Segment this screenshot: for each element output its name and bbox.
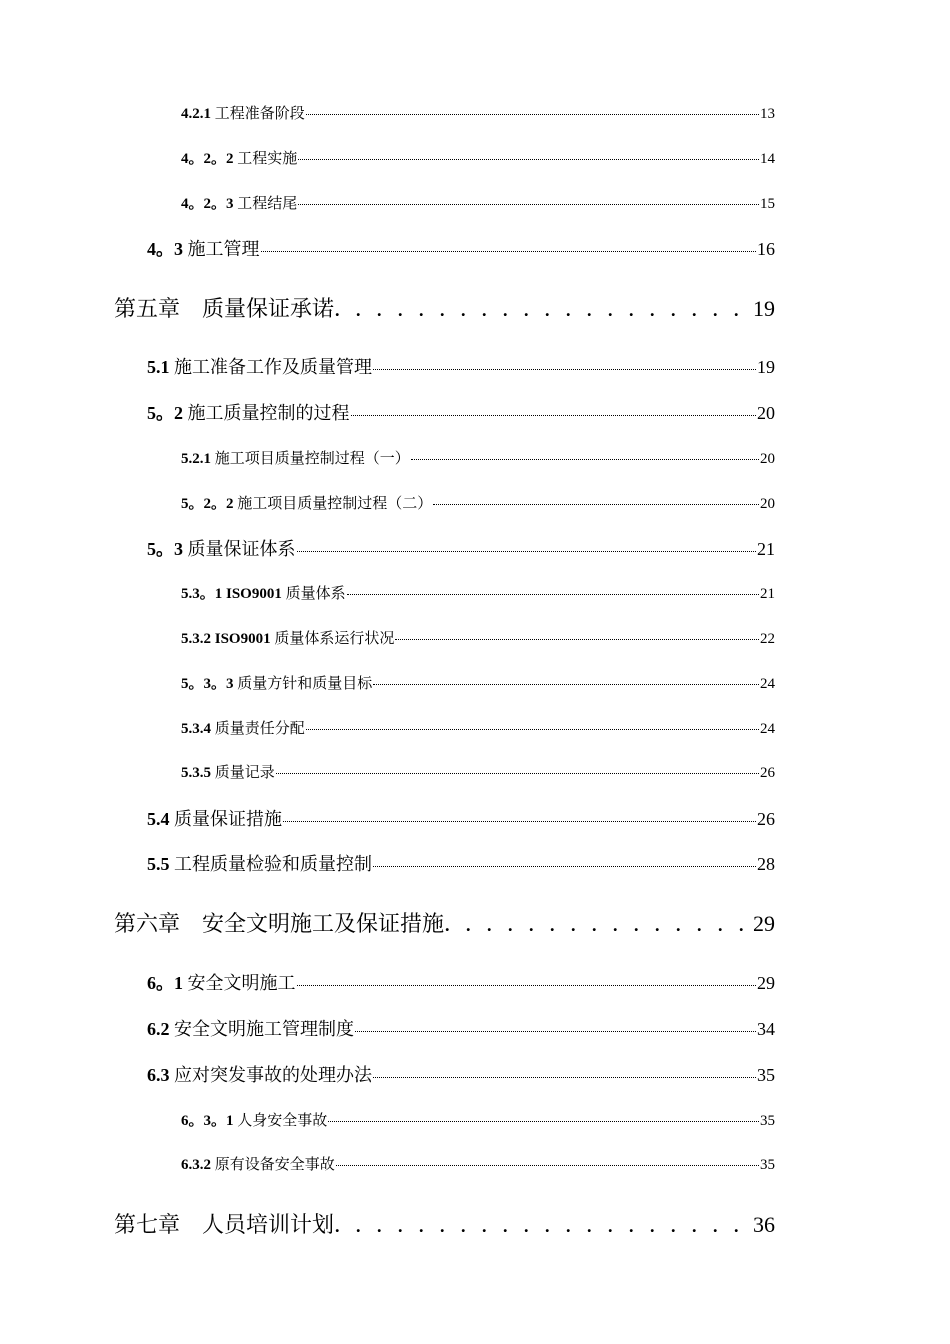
dot-leader: [335, 1216, 752, 1237]
section-number: 5.5: [147, 854, 170, 874]
toc-entry-5-2[interactable]: [147, 399, 775, 425]
toc-entry-5-3-2[interactable]: [181, 627, 775, 648]
toc-entry-title: [114, 292, 334, 323]
page-number: 36: [753, 1212, 775, 1237]
page-number: 15: [760, 196, 775, 212]
toc-entry-title: [181, 102, 305, 123]
section-number: 5.3.2 ISO9001: [181, 631, 271, 647]
section-number: 5.3.5: [181, 765, 211, 781]
dot-leader: [298, 159, 759, 160]
chapter-number: 第七章: [114, 1212, 181, 1237]
section-number: 5。2: [147, 403, 183, 423]
toc-entry-title: [114, 907, 444, 938]
page-number: 20: [757, 403, 775, 423]
section-number: 5.1: [147, 357, 170, 377]
toc-entry-title: [181, 1109, 327, 1130]
section-title: 应对突发事故的处理办法: [174, 1065, 372, 1085]
toc-entry-title: [147, 399, 350, 425]
section-number: 4.2.1: [181, 106, 211, 122]
section-number: 6.2: [147, 1019, 170, 1039]
toc-entry-4-2-3[interactable]: [181, 192, 775, 213]
toc-entry-title: [181, 672, 372, 693]
section-number: 4。2。3: [181, 196, 234, 212]
toc-entry-4-2-2[interactable]: [181, 147, 775, 168]
toc-entry-4-3[interactable]: [147, 235, 775, 261]
toc-entry-title: [147, 235, 260, 261]
toc-chapter-5[interactable]: [114, 292, 775, 323]
toc-entry-5-5[interactable]: [147, 850, 775, 876]
chapter-title: 质量保证承诺: [202, 296, 335, 321]
toc-entry-title: [181, 582, 346, 603]
toc-entry-title: [181, 717, 305, 738]
section-title: 原有设备安全事故: [214, 1157, 335, 1173]
page-number: 35: [760, 1113, 775, 1129]
page-number: 19: [757, 357, 775, 377]
chapter-number: 第五章: [114, 296, 181, 321]
section-title: 质量保证措施: [174, 809, 282, 829]
toc-chapter-6[interactable]: [114, 907, 775, 938]
dot-leader: [355, 1031, 756, 1032]
toc-entry-5-3-3[interactable]: [181, 672, 775, 693]
page-number: 35: [760, 1157, 775, 1173]
section-number: 5。3: [147, 539, 183, 559]
page-number: 28: [757, 854, 775, 874]
toc-entry-title: [181, 192, 297, 213]
page-number: 20: [760, 451, 775, 467]
toc-entry-5-4[interactable]: [147, 805, 775, 831]
toc-entry-title: [181, 1153, 335, 1174]
section-number: 5.4: [147, 809, 170, 829]
section-title: 安全文明施工: [187, 973, 296, 993]
dot-leader: [433, 504, 759, 505]
page-number: 20: [760, 496, 775, 512]
chapter-title: 安全文明施工及保证措施: [202, 911, 445, 936]
dot-leader: [347, 594, 759, 595]
toc-entry-title: [181, 147, 297, 168]
toc-entry-5-3-5[interactable]: [181, 761, 775, 782]
section-title: 施工管理: [187, 239, 260, 259]
toc-entry-title: [181, 627, 394, 648]
page-number: 22: [760, 631, 775, 647]
page-number: 34: [757, 1019, 775, 1039]
page-number: 29: [753, 911, 775, 936]
section-title: 质量体系运行状况: [274, 631, 395, 647]
page-number: 24: [760, 721, 775, 737]
dot-leader: [335, 300, 752, 321]
chapter-number: 第六章: [114, 911, 181, 936]
chapter-title: 人员培训计划: [202, 1212, 335, 1237]
toc-entry-6-3-1[interactable]: [181, 1109, 775, 1130]
section-title: 安全文明施工管理制度: [174, 1019, 354, 1039]
section-title: 质量责任分配: [214, 721, 305, 737]
section-title: 质量方针和质量目标: [237, 676, 373, 692]
dot-leader: [373, 1077, 756, 1078]
dot-leader: [373, 369, 756, 370]
toc-entry-6-1[interactable]: [147, 969, 775, 995]
toc-entry-title: [147, 969, 296, 995]
dot-leader: [373, 866, 756, 867]
page-number: 26: [757, 809, 775, 829]
toc-entry-title: [147, 1061, 372, 1087]
page-number: 26: [760, 765, 775, 781]
section-title: 工程实施: [237, 151, 298, 167]
page-number: 13: [760, 106, 775, 122]
section-number: 6.3.2: [181, 1157, 211, 1173]
toc-entry-5-3-4[interactable]: [181, 717, 775, 738]
section-number: 5。3。3: [181, 676, 234, 692]
dot-leader: [395, 639, 759, 640]
page-number: 21: [757, 539, 775, 559]
page-number: 19: [753, 296, 775, 321]
dot-leader: [411, 459, 759, 460]
toc-chapter-7[interactable]: [114, 1208, 775, 1239]
dot-leader: [373, 684, 759, 685]
dot-leader: [283, 821, 756, 822]
page-number: 21: [760, 586, 775, 602]
toc-entry-title: [147, 850, 372, 876]
section-title: 施工项目质量控制过程（一）: [214, 451, 410, 467]
dot-leader: [297, 985, 757, 986]
section-title: 质量记录: [214, 765, 275, 781]
section-number: 6。3。1: [181, 1113, 234, 1129]
toc-entry-6-3[interactable]: [147, 1061, 775, 1087]
section-number: 4。3: [147, 239, 183, 259]
toc-entry-title: [114, 1208, 334, 1239]
toc-entry-5-2-1[interactable]: [181, 447, 775, 468]
toc-entry-title: [181, 447, 410, 468]
section-title: 质量体系: [285, 586, 346, 602]
section-number: 5.3.4: [181, 721, 211, 737]
section-number: 6.3: [147, 1065, 170, 1085]
dot-leader: [261, 251, 757, 252]
toc-entry-5-1[interactable]: [147, 353, 775, 379]
section-title: 工程准备阶段: [214, 106, 305, 122]
toc-entry-6-2[interactable]: [147, 1015, 775, 1041]
dot-leader: [306, 114, 759, 115]
toc-entry-5-3-1[interactable]: [181, 582, 775, 603]
toc-entry-title: [147, 1015, 354, 1041]
toc-entry-5-3[interactable]: [147, 535, 775, 561]
dot-leader: [276, 773, 759, 774]
dot-leader: [351, 415, 757, 416]
toc-entry-title: [147, 353, 372, 379]
section-number: 5.3。1 ISO9001: [181, 586, 282, 602]
section-title: 质量保证体系: [187, 539, 296, 559]
toc-entry-title: [181, 492, 432, 513]
toc-entry-6-3-2[interactable]: [181, 1153, 775, 1174]
page-number: 16: [757, 239, 775, 259]
dot-leader: [445, 915, 752, 936]
toc-entry-4-2-1[interactable]: [181, 102, 775, 123]
toc-entry-title: [147, 805, 282, 831]
dot-leader: [306, 729, 759, 730]
section-number: 6。1: [147, 973, 183, 993]
section-title: 人身安全事故: [237, 1113, 328, 1129]
section-title: 施工质量控制的过程: [187, 403, 350, 423]
page-number: 14: [760, 151, 775, 167]
toc-entry-title: [147, 535, 296, 561]
dot-leader: [328, 1121, 759, 1122]
dot-leader: [336, 1165, 759, 1166]
section-title: 工程结尾: [237, 196, 298, 212]
toc-entry-title: [181, 761, 275, 782]
page-number: 29: [757, 973, 775, 993]
toc-entry-5-2-2[interactable]: [181, 492, 775, 513]
section-number: 5。2。2: [181, 496, 234, 512]
dot-leader: [298, 204, 759, 205]
section-title: 施工项目质量控制过程（二）: [237, 496, 433, 512]
dot-leader: [297, 551, 757, 552]
page-number: 35: [757, 1065, 775, 1085]
section-number: 4。2。2: [181, 151, 234, 167]
section-title: 施工准备工作及质量管理: [174, 357, 372, 377]
page-number: 24: [760, 676, 775, 692]
section-number: 5.2.1: [181, 451, 211, 467]
section-title: 工程质量检验和质量控制: [174, 854, 372, 874]
